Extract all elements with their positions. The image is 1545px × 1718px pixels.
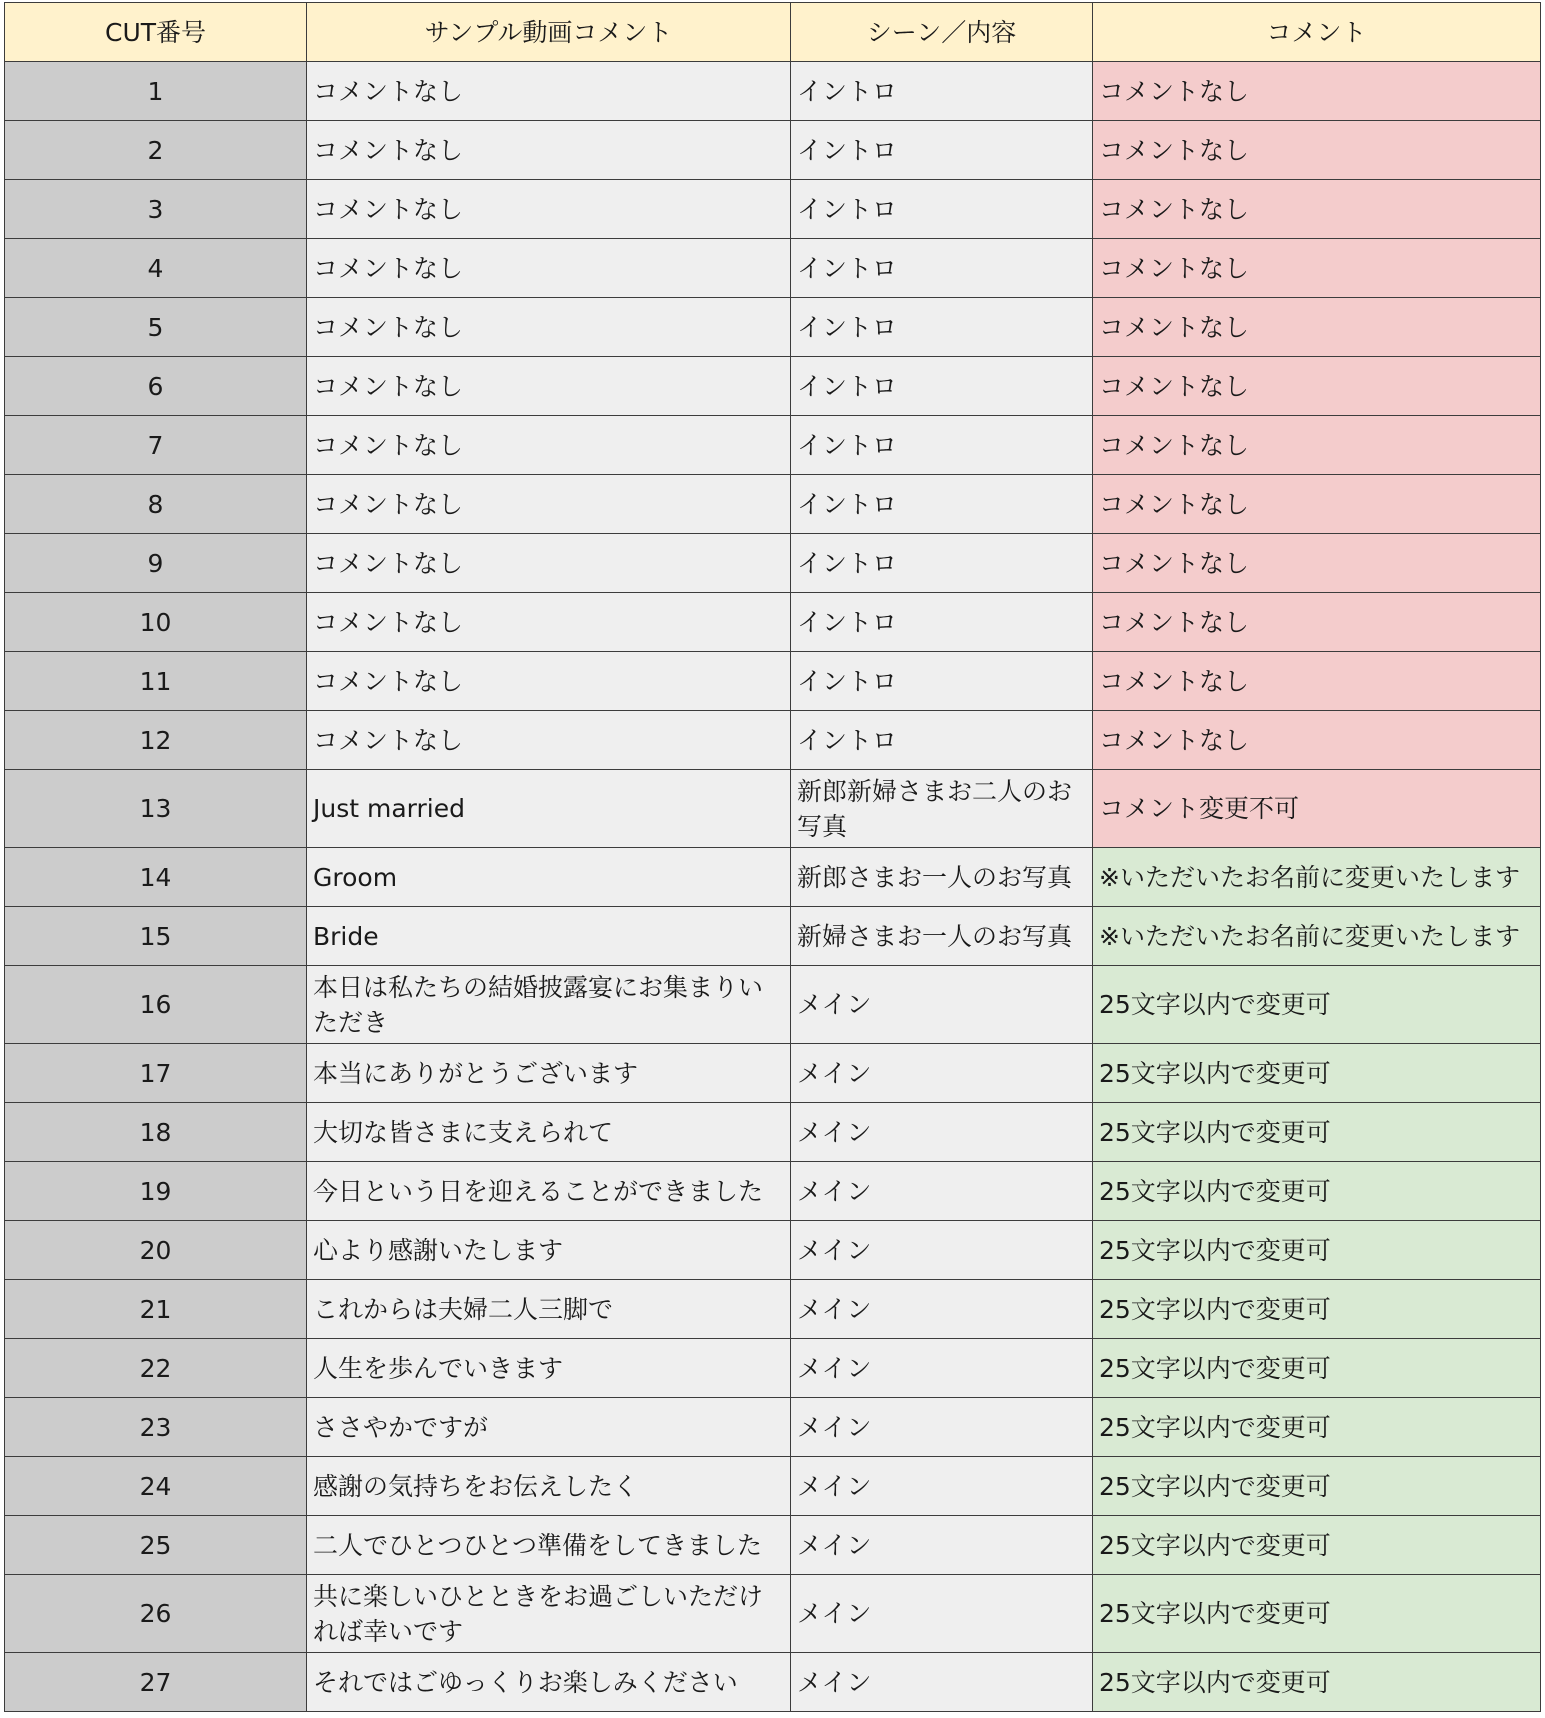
table-row bbox=[5, 848, 1541, 907]
cut-number-cell[interactable]: 24 bbox=[5, 1457, 307, 1516]
comment-cell[interactable]: コメントなし bbox=[1093, 121, 1541, 180]
scene-cell[interactable]: 新婦さまお一人のお写真 bbox=[791, 907, 1093, 966]
comment-cell[interactable]: 25文字以内で変更可 bbox=[1093, 1575, 1541, 1653]
scene-cell[interactable]: イントロ bbox=[791, 534, 1093, 593]
sample-comment-cell[interactable]: Bride bbox=[307, 907, 791, 966]
comment-cell[interactable]: コメントなし bbox=[1093, 593, 1541, 652]
table-row bbox=[5, 1653, 1541, 1712]
comment-cell[interactable]: 25文字以内で変更可 bbox=[1093, 1457, 1541, 1516]
comment-cell[interactable]: コメントなし bbox=[1093, 298, 1541, 357]
header-comment: コメント bbox=[1093, 3, 1541, 62]
cut-number-cell[interactable]: 20 bbox=[5, 1221, 307, 1280]
header-cut-number: CUT番号 bbox=[5, 3, 307, 62]
cut-number-cell[interactable]: 1 bbox=[5, 62, 307, 121]
comment-cell[interactable]: ※いただいたお名前に変更いたします bbox=[1093, 848, 1541, 907]
sample-comment-cell[interactable]: 今日という日を迎えることができました bbox=[307, 1162, 791, 1221]
scene-cell[interactable]: メイン bbox=[791, 1044, 1093, 1103]
sample-comment-cell[interactable]: ささやかですが bbox=[307, 1398, 791, 1457]
scene-cell[interactable]: メイン bbox=[791, 1162, 1093, 1221]
comment-cell[interactable]: コメントなし bbox=[1093, 357, 1541, 416]
cut-number-cell[interactable]: 14 bbox=[5, 848, 307, 907]
comment-cell[interactable]: コメントなし bbox=[1093, 475, 1541, 534]
sample-comment-cell[interactable]: コメントなし bbox=[307, 239, 791, 298]
comment-cell[interactable]: 25文字以内で変更可 bbox=[1093, 1221, 1541, 1280]
table-row bbox=[5, 416, 1541, 475]
scene-cell[interactable]: イントロ bbox=[791, 357, 1093, 416]
scene-cell[interactable]: メイン bbox=[791, 1280, 1093, 1339]
sample-comment-cell[interactable]: 二人でひとつひとつ準備をしてきました bbox=[307, 1516, 791, 1575]
cut-number-cell[interactable]: 13 bbox=[5, 770, 307, 848]
scene-cell[interactable]: 新郎新婦さまお二人のお写真 bbox=[791, 770, 1093, 848]
table-row bbox=[5, 1162, 1541, 1221]
sample-comment-cell[interactable]: それではごゆっくりお楽しみください bbox=[307, 1653, 791, 1712]
sample-comment-cell[interactable]: コメントなし bbox=[307, 652, 791, 711]
sample-comment-cell[interactable]: 感謝の気持ちをお伝えしたく bbox=[307, 1457, 791, 1516]
sample-comment-cell[interactable]: コメントなし bbox=[307, 416, 791, 475]
sample-comment-cell[interactable]: 共に楽しいひとときをお過ごしいただければ幸いです bbox=[307, 1575, 791, 1653]
table-row bbox=[5, 711, 1541, 770]
sample-comment-cell[interactable]: コメントなし bbox=[307, 121, 791, 180]
table-row bbox=[5, 239, 1541, 298]
sample-comment-cell[interactable]: Groom bbox=[307, 848, 791, 907]
comment-cell[interactable]: ※いただいたお名前に変更いたします bbox=[1093, 907, 1541, 966]
scene-cell[interactable]: イントロ bbox=[791, 652, 1093, 711]
scene-cell[interactable]: メイン bbox=[791, 1339, 1093, 1398]
cut-number-cell[interactable]: 7 bbox=[5, 416, 307, 475]
header-sample-comment: サンプル動画コメント bbox=[307, 3, 791, 62]
table-row bbox=[5, 1103, 1541, 1162]
cut-number-cell[interactable]: 12 bbox=[5, 711, 307, 770]
table-row bbox=[5, 180, 1541, 239]
scene-cell[interactable]: イントロ bbox=[791, 62, 1093, 121]
sample-comment-cell[interactable]: これからは夫婦二人三脚で bbox=[307, 1280, 791, 1339]
table-row bbox=[5, 1339, 1541, 1398]
scene-cell[interactable]: メイン bbox=[791, 966, 1093, 1044]
table-row bbox=[5, 1221, 1541, 1280]
cut-number-cell[interactable]: 17 bbox=[5, 1044, 307, 1103]
scene-cell[interactable]: イントロ bbox=[791, 239, 1093, 298]
table-row bbox=[5, 475, 1541, 534]
table-row bbox=[5, 357, 1541, 416]
table-row bbox=[5, 121, 1541, 180]
sample-comment-cell[interactable]: 人生を歩んでいきます bbox=[307, 1339, 791, 1398]
cut-number-cell[interactable]: 19 bbox=[5, 1162, 307, 1221]
cut-number-cell[interactable]: 22 bbox=[5, 1339, 307, 1398]
scene-cell[interactable]: イントロ bbox=[791, 298, 1093, 357]
cut-number-cell[interactable]: 16 bbox=[5, 966, 307, 1044]
sample-comment-cell[interactable]: Just married bbox=[307, 770, 791, 848]
scene-cell[interactable]: イントロ bbox=[791, 475, 1093, 534]
table-row bbox=[5, 534, 1541, 593]
comment-cell[interactable]: コメントなし bbox=[1093, 62, 1541, 121]
scene-cell[interactable]: メイン bbox=[791, 1221, 1093, 1280]
scene-cell[interactable]: メイン bbox=[791, 1457, 1093, 1516]
table-row bbox=[5, 62, 1541, 121]
header-scene: シーン／内容 bbox=[791, 3, 1093, 62]
sample-comment-cell[interactable]: 本日は私たちの結婚披露宴にお集まりいただき bbox=[307, 966, 791, 1044]
comment-cell[interactable]: 25文字以内で変更可 bbox=[1093, 966, 1541, 1044]
comment-cell[interactable]: コメント変更不可 bbox=[1093, 770, 1541, 848]
table-row bbox=[5, 1280, 1541, 1339]
comment-cell[interactable]: 25文字以内で変更可 bbox=[1093, 1653, 1541, 1712]
table-row bbox=[5, 966, 1541, 1044]
sample-comment-cell[interactable]: 本当にありがとうございます bbox=[307, 1044, 791, 1103]
scene-cell[interactable]: 新郎さまお一人のお写真 bbox=[791, 848, 1093, 907]
sample-comment-cell[interactable]: コメントなし bbox=[307, 180, 791, 239]
table-row bbox=[5, 1044, 1541, 1103]
scene-cell[interactable]: メイン bbox=[791, 1653, 1093, 1712]
scene-cell[interactable]: メイン bbox=[791, 1575, 1093, 1653]
cut-number-cell[interactable]: 9 bbox=[5, 534, 307, 593]
scene-cell[interactable]: イントロ bbox=[791, 416, 1093, 475]
cut-number-cell[interactable]: 5 bbox=[5, 298, 307, 357]
table-row bbox=[5, 298, 1541, 357]
cut-number-cell[interactable]: 4 bbox=[5, 239, 307, 298]
sample-comment-cell[interactable]: コメントなし bbox=[307, 534, 791, 593]
sample-comment-cell[interactable]: コメントなし bbox=[307, 62, 791, 121]
cut-number-cell[interactable]: 2 bbox=[5, 121, 307, 180]
sample-comment-cell[interactable]: コメントなし bbox=[307, 357, 791, 416]
scene-cell[interactable]: イントロ bbox=[791, 711, 1093, 770]
cut-number-cell[interactable]: 10 bbox=[5, 593, 307, 652]
table-row bbox=[5, 652, 1541, 711]
comment-cell[interactable]: コメントなし bbox=[1093, 416, 1541, 475]
scene-cell[interactable]: メイン bbox=[791, 1516, 1093, 1575]
comment-cell[interactable]: 25文字以内で変更可 bbox=[1093, 1103, 1541, 1162]
table-row bbox=[5, 593, 1541, 652]
scene-cell[interactable]: イントロ bbox=[791, 593, 1093, 652]
sample-comment-cell[interactable]: コメントなし bbox=[307, 593, 791, 652]
cut-number-cell[interactable]: 15 bbox=[5, 907, 307, 966]
sample-comment-cell[interactable]: コメントなし bbox=[307, 711, 791, 770]
sample-comment-cell[interactable]: コメントなし bbox=[307, 475, 791, 534]
comment-cell[interactable]: コメントなし bbox=[1093, 711, 1541, 770]
scene-cell[interactable]: メイン bbox=[791, 1398, 1093, 1457]
table-row bbox=[5, 907, 1541, 966]
cut-number-cell[interactable]: 11 bbox=[5, 652, 307, 711]
cut-number-cell[interactable]: 27 bbox=[5, 1653, 307, 1712]
comment-cell[interactable]: 25文字以内で変更可 bbox=[1093, 1044, 1541, 1103]
comment-cell[interactable]: 25文字以内で変更可 bbox=[1093, 1280, 1541, 1339]
cut-comment-table bbox=[4, 2, 1541, 1712]
comment-cell[interactable]: コメントなし bbox=[1093, 239, 1541, 298]
scene-cell[interactable]: メイン bbox=[791, 1103, 1093, 1162]
table-row bbox=[5, 1398, 1541, 1457]
header-row bbox=[5, 3, 1541, 62]
cut-number-cell[interactable]: 25 bbox=[5, 1516, 307, 1575]
comment-cell[interactable]: 25文字以内で変更可 bbox=[1093, 1398, 1541, 1457]
comment-cell[interactable]: コメントなし bbox=[1093, 652, 1541, 711]
scene-cell[interactable]: イントロ bbox=[791, 180, 1093, 239]
comment-cell[interactable]: 25文字以内で変更可 bbox=[1093, 1162, 1541, 1221]
table-row bbox=[5, 770, 1541, 848]
cut-number-cell[interactable]: 3 bbox=[5, 180, 307, 239]
table-body bbox=[5, 62, 1541, 1712]
table-row bbox=[5, 1575, 1541, 1653]
scene-cell[interactable]: イントロ bbox=[791, 121, 1093, 180]
cut-number-cell[interactable]: 26 bbox=[5, 1575, 307, 1653]
cut-number-cell[interactable]: 8 bbox=[5, 475, 307, 534]
table-row bbox=[5, 1457, 1541, 1516]
cut-number-cell[interactable]: 23 bbox=[5, 1398, 307, 1457]
comment-cell[interactable]: コメントなし bbox=[1093, 534, 1541, 593]
cut-number-cell[interactable]: 21 bbox=[5, 1280, 307, 1339]
comment-cell[interactable]: コメントなし bbox=[1093, 180, 1541, 239]
comment-cell[interactable]: 25文字以内で変更可 bbox=[1093, 1516, 1541, 1575]
table-row bbox=[5, 1516, 1541, 1575]
sample-comment-cell[interactable]: 大切な皆さまに支えられて bbox=[307, 1103, 791, 1162]
cut-number-cell[interactable]: 6 bbox=[5, 357, 307, 416]
sample-comment-cell[interactable]: コメントなし bbox=[307, 298, 791, 357]
sample-comment-cell[interactable]: 心より感謝いたします bbox=[307, 1221, 791, 1280]
cut-number-cell[interactable]: 18 bbox=[5, 1103, 307, 1162]
comment-cell[interactable]: 25文字以内で変更可 bbox=[1093, 1339, 1541, 1398]
